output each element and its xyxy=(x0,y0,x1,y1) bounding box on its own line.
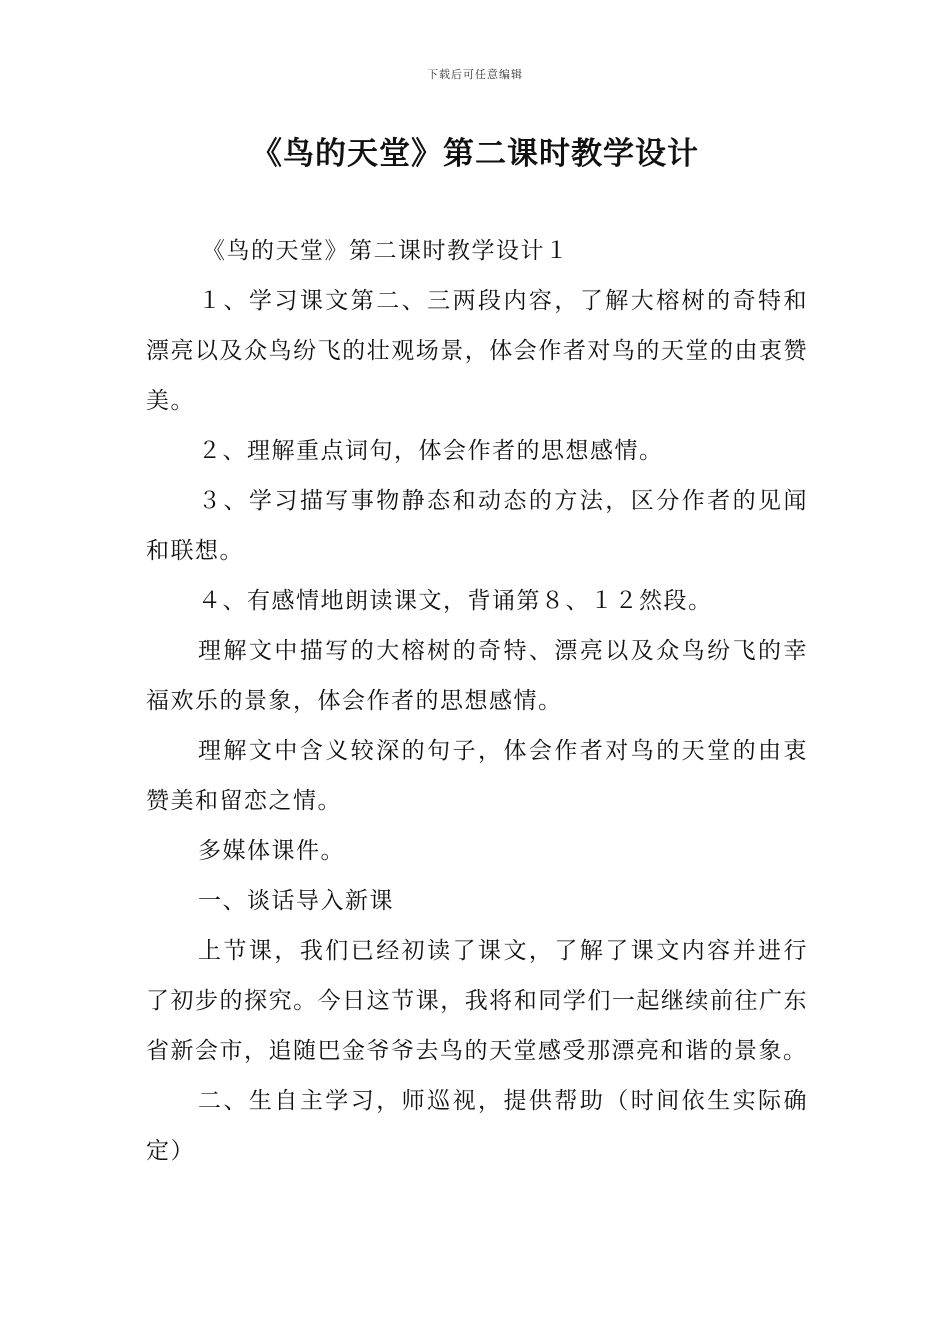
objective-4: ４、有感情地朗读课文，背诵第８、１２然段。 xyxy=(198,588,713,614)
document-title: 《鸟的天堂》第二课时教学设计 xyxy=(251,136,699,172)
step-2-heading: 二、生自主学习，师巡视，提供帮助（时间依生实际确定） xyxy=(146,1088,808,1164)
objective-3: ３、学习描写事物静态和动态的方法，区分作者的见闻和联想。 xyxy=(146,488,808,564)
step-1-heading: 一、谈话导入新课 xyxy=(198,888,394,914)
document-body xyxy=(146,226,808,1176)
key-point: 理解文中描写的大榕树的奇特、漂亮以及众鸟纷飞的幸福欢乐的景象，体会作者的思想感情。 xyxy=(146,638,808,714)
step-1-text: 上节课，我们已经初读了课文，了解了课文内容并进行了初步的探究。今日这节课，我将和同学们一起继续前往广东省新会市，追随巴金爷爷去鸟的天堂感受那漂亮和谐的景象。 xyxy=(146,938,808,1064)
teaching-aids: 多媒体课件。 xyxy=(198,838,345,864)
header-note: 下载后可任意编辑 xyxy=(427,68,523,81)
objective-1: １、学习课文第二、三两段内容，了解大榕树的奇特和漂亮以及众鸟纷飞的壮观场景，体会作者对鸟的天堂的由衷赞美。 xyxy=(146,288,808,414)
section-subtitle: 《鸟的天堂》第二课时教学设计１ xyxy=(202,238,570,264)
difficult-point: 理解文中含义较深的句子，体会作者对鸟的天堂的由衷赞美和留恋之情。 xyxy=(146,738,808,814)
objective-2: ２、理解重点词句，体会作者的思想感情。 xyxy=(198,438,664,464)
